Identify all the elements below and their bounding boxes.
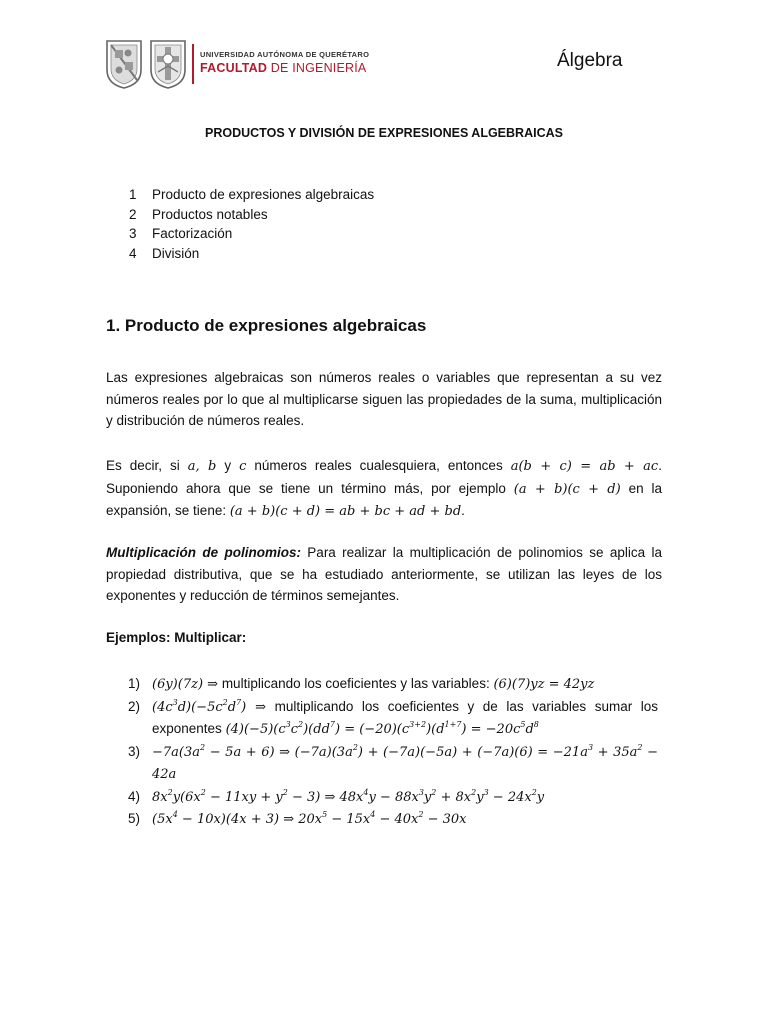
paragraph-polynomials — [106, 542, 662, 607]
faculty-name — [200, 61, 369, 75]
toc-number: 3 — [129, 226, 137, 242]
toc-label: División — [152, 245, 200, 261]
example-item — [128, 786, 658, 809]
example-number: 5) — [128, 811, 141, 826]
paragraph-distributive: Es decir, si a, b y c números reales cualesquiera, entonces a(b + c) = ab + ac. Suponiendo ahora que se tiene un término más, por ejemplo (a + b)(c + d) en la expansión, se tiene: (a + b)(c + d) = ab + bc + ad + bd. — [106, 458, 663, 520]
toc-number: 4 — [129, 245, 137, 261]
example-item — [128, 741, 658, 786]
seals — [104, 38, 188, 90]
examples-label: Ejemplos: Multiplicar: — [106, 630, 247, 645]
example-expression: (6y)(7z) ⇒ multiplicando los coeficientes y las variables: (6)(7)yz = 42yz — [152, 676, 595, 692]
faculty-seal-icon — [148, 38, 188, 90]
paragraph-intro: Las expresiones algebraicas son números reales o variables que representan a su vez números reales por lo que al multiplicarse siguen las propiedades de la suma, multiplicación y distribución de números reales. — [106, 370, 662, 429]
example-number: 3) — [128, 743, 141, 759]
toc-label: Productos notables — [152, 206, 268, 222]
example-expression: $(5x^4 - 10x)(4x + 3)$ ⇒ $20x^5 - 15x^4 - 40x^2 - 30x$ — [152, 810, 467, 827]
example-item — [128, 673, 658, 696]
table-of-contents — [129, 185, 374, 263]
polynomials-label: Multiplicación de polinomios: — [106, 545, 301, 560]
toc-number: 2 — [129, 206, 137, 222]
example-item — [128, 696, 658, 741]
example-expression: $(4c^3d)(-5c^2d^7)$ ⇒ multiplicando los coeficientes y de las variables sumar los exponentes $(4)(-5)(c^3c^2)(dd^7) = (-20)(c^{3+2})(d^{1+7}) = -20c^5d^8$ — [152, 697, 658, 737]
section-heading: 1. Producto de expresiones algebraicas — [106, 316, 427, 335]
document-title: PRODUCTOS Y DIVISIÓN DE EXPRESIONES ALGEBRAICAS — [205, 126, 563, 140]
faculty-logo — [200, 50, 369, 75]
example-number: 4) — [128, 788, 141, 804]
toc-item — [129, 224, 374, 244]
toc-label: Producto de expresiones algebraicas — [152, 187, 375, 203]
example-expression: $-7a(3a^2 - 5a + 6)$ ⇒ $(-7a)(3a^2) + (-7a)(-5a) + (-7a)(6) = -21a^3 + 35a^2 - 42a$ — [152, 742, 658, 782]
toc-item — [129, 185, 374, 205]
toc-item — [129, 205, 374, 225]
example-item — [128, 808, 658, 831]
toc-number: 1 — [129, 187, 137, 203]
faculty-name-rest: DE INGENIERÍA — [267, 61, 367, 75]
polynomials-text: Para realizar la multiplicación de polinomios se aplica la propiedad distributiva, que se ha estudiado anteriormente, se utilizan las leyes de los exponentes y reducción de términos semejantes. — [106, 545, 662, 604]
examples-list — [128, 673, 658, 831]
university-name: UNIVERSIDAD AUTÓNOMA DE QUERÉTARO — [200, 50, 370, 59]
faculty-name-bold: FACULTAD — [200, 61, 268, 75]
toc-item — [129, 244, 374, 264]
toc-label: Factorización — [152, 226, 233, 242]
university-seal-icon — [104, 38, 144, 90]
logo-divider — [192, 44, 194, 84]
example-number: 2) — [128, 698, 141, 714]
example-number: 1) — [128, 676, 141, 691]
page-header — [104, 38, 684, 94]
subject-title: Álgebra — [557, 50, 623, 71]
example-expression: $8x^2y(6x^2 - 11xy + y^2 - 3)$ ⇒ $48x^4y - 88x^3y^2 + 8x^2y^3 - 24x^2y$ — [152, 787, 545, 805]
